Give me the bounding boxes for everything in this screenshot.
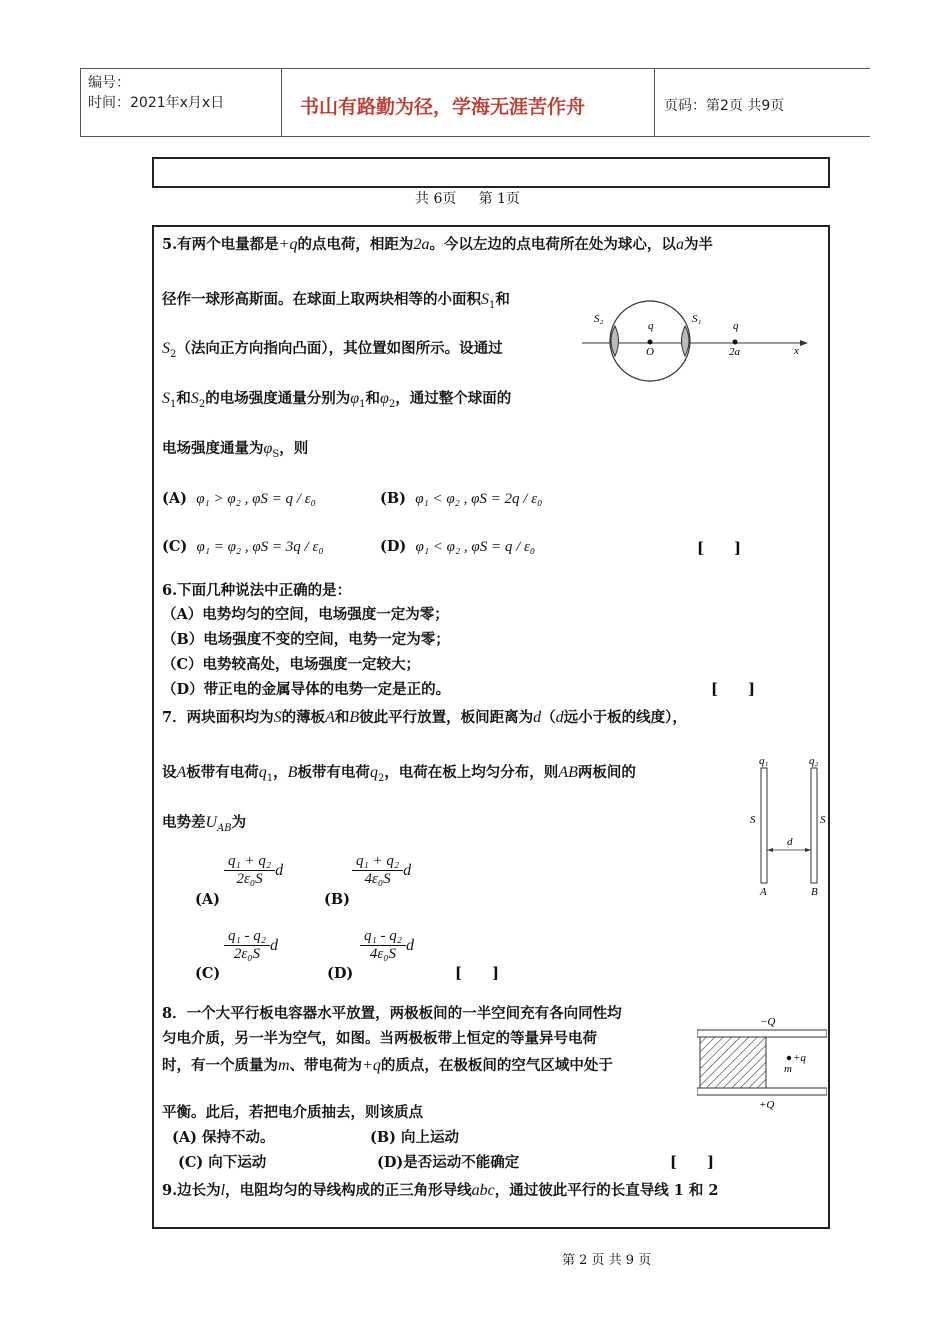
fig-label-q-right: q (733, 320, 739, 332)
q8-line2: 匀电介质，另一半为空气，如图。当两极板带上恒定的等量异号电荷 (162, 1030, 597, 1047)
footer-page-number: 第 2 页 共 9 页 (562, 1253, 652, 1268)
q7-line1: 7．两块面积均为S的薄板A和B彼此平行放置，板间距离为d（d远小于板的线度）， (162, 709, 687, 726)
q8-option-a: (A) 保持不动。 (172, 1129, 275, 1146)
q5-option-d: (D) φ₁ < φ₂ , φS = q / ε₀ (380, 538, 536, 555)
fig-label-plus-q: +Q (759, 1099, 775, 1111)
empty-box (152, 157, 830, 188)
fig-label-m: m (784, 1063, 792, 1075)
header-bottom-rule (80, 136, 870, 137)
q8-option-b: (B) 向上运动 (370, 1129, 460, 1146)
q5-answer-bracket: [ ] (697, 540, 742, 557)
q6-answer-bracket: [ ] (711, 681, 756, 698)
fig-label-s1: S₁ (692, 313, 702, 325)
q7-line3: 电势差$U_{AB}$为 (162, 814, 247, 834)
q5-option-c: (C) φ₁ = φ₂ , φS = 3q / ε₀ (162, 538, 324, 555)
q8-option-c: (C) 向下运动 (178, 1154, 267, 1171)
q7-option-a-formula: $\frac{\text{q₁ + q₂}}{\text{2ε₀S}}$ d (224, 853, 283, 888)
fig-label-a: A (760, 886, 767, 898)
fig-label-o: O (646, 346, 654, 358)
fig-label-2a: 2a (729, 346, 740, 358)
fig-label-q1: q₁ (759, 755, 769, 767)
q6-option-b: （B）电场强度不变的空间，电势一定为零； (162, 631, 450, 648)
fig-label-q-left: q (648, 320, 654, 332)
q5-line2: 径作一球形高斯面。在球面上取两块相等的小面积$S_1$和 (162, 291, 510, 311)
q8-line1: 8．一个大平行板电容器水平放置，两极板间的一半空间充有各向同性均 (162, 1005, 622, 1022)
fig-label-x: x (794, 345, 799, 357)
page-code: 页码：第2页 共9页 (664, 98, 785, 114)
q7-line2: 设A板带有电荷$q_1$，B板带有电荷$q_2$，电荷在板上均匀分布，则AB两板间的 (162, 764, 636, 784)
q8-option-d: (D)是否运动不能确定 (377, 1154, 520, 1171)
inner-page-number: 共 6页 第 1页 (415, 191, 520, 207)
q7-option-c-label: (C) (195, 965, 221, 982)
serial-label: 编号： (88, 75, 130, 91)
q5-option-a: (A) φ₁ > φ₂ , φS = q / ε₀ (162, 490, 316, 507)
header-divider-2 (654, 68, 655, 136)
fig-label-b: B (811, 886, 818, 898)
q5-line4: $S_1$和$S_2$的电场强度通量分别为$\varphi_1$和$\varphi_2$，通过整个球面的 (162, 390, 512, 410)
q7-option-a-label: (A) (195, 891, 220, 908)
q7-option-c-formula: $\frac{\text{q₁ - q₂}}{\text{2ε₀S}}$ d (224, 928, 278, 963)
q9-line1: 9.边长为l，电阻均匀的导线构成的正三角形导线abc，通过彼此平行的长直导线 1 和 2 (162, 1182, 719, 1199)
q6-option-c: （C）电势较高处，电场强度一定较大； (162, 656, 421, 673)
q8-capacitor-figure (697, 1012, 827, 1114)
q7-option-d-formula: $\frac{\text{q₁ - q₂}}{\text{4ε₀S}}$ d (360, 928, 414, 963)
q5-line1: 5.有两个电量都是+q的点电荷，相距为2a。今以左边的点电荷所在处为球心，以a为半 (162, 236, 713, 253)
q5-sphere-figure (582, 296, 812, 386)
q7-plates-figure (748, 750, 828, 900)
fig-label-q2: q₂ (809, 755, 819, 767)
time-label: 时间：2021年x月x日 (88, 95, 225, 111)
q7-option-b-formula: $\frac{\text{q₁ + q₂}}{\text{4ε₀S}}$ d (352, 853, 411, 888)
q7-answer-bracket: [ ] (455, 965, 500, 982)
fig-label-s-left: S (750, 814, 756, 826)
q6-title: 6.下面几种说法中正确的是： (162, 582, 352, 599)
q6-option-d: （D）带正电的金属导体的电势一定是正的。 (162, 681, 451, 698)
fig-label-d: d (787, 836, 793, 848)
fig-label-s-right: S (820, 814, 826, 826)
fig-label-charge: +q (793, 1052, 806, 1064)
header-divider-1 (281, 68, 282, 136)
header-top-rule (80, 68, 870, 69)
q8-line4: 平衡。此后，若把电介质抽去，则该质点 (162, 1104, 423, 1121)
q7-option-b-label: (B) (324, 891, 350, 908)
q6-option-a: （A）电势均匀的空间，电场强度一定为零； (162, 606, 449, 623)
fig-label-s2: S₂ (594, 313, 604, 325)
header-motto: 书山有路勤为径，学海无涯苦作舟 (300, 96, 586, 118)
fig-label-minus-q: −Q (760, 1016, 776, 1028)
header-left-rule (80, 68, 81, 136)
q8-answer-bracket: [ ] (670, 1154, 715, 1171)
q5-line3: $S_2$（法向正方向指向凸面），其位置如图所示。设通过 (162, 340, 503, 360)
q5-option-b: (B) φ₁ < φ₂ , φS = 2q / ε₀ (380, 490, 543, 507)
q8-line3: 时，有一个质量为m、带电荷为+q的质点，在极板间的空气区域中处于 (162, 1057, 613, 1074)
q5-line5: 电场强度通量为$\varphi_S$，则 (162, 440, 309, 460)
q7-option-d-label: (D) (327, 965, 354, 982)
